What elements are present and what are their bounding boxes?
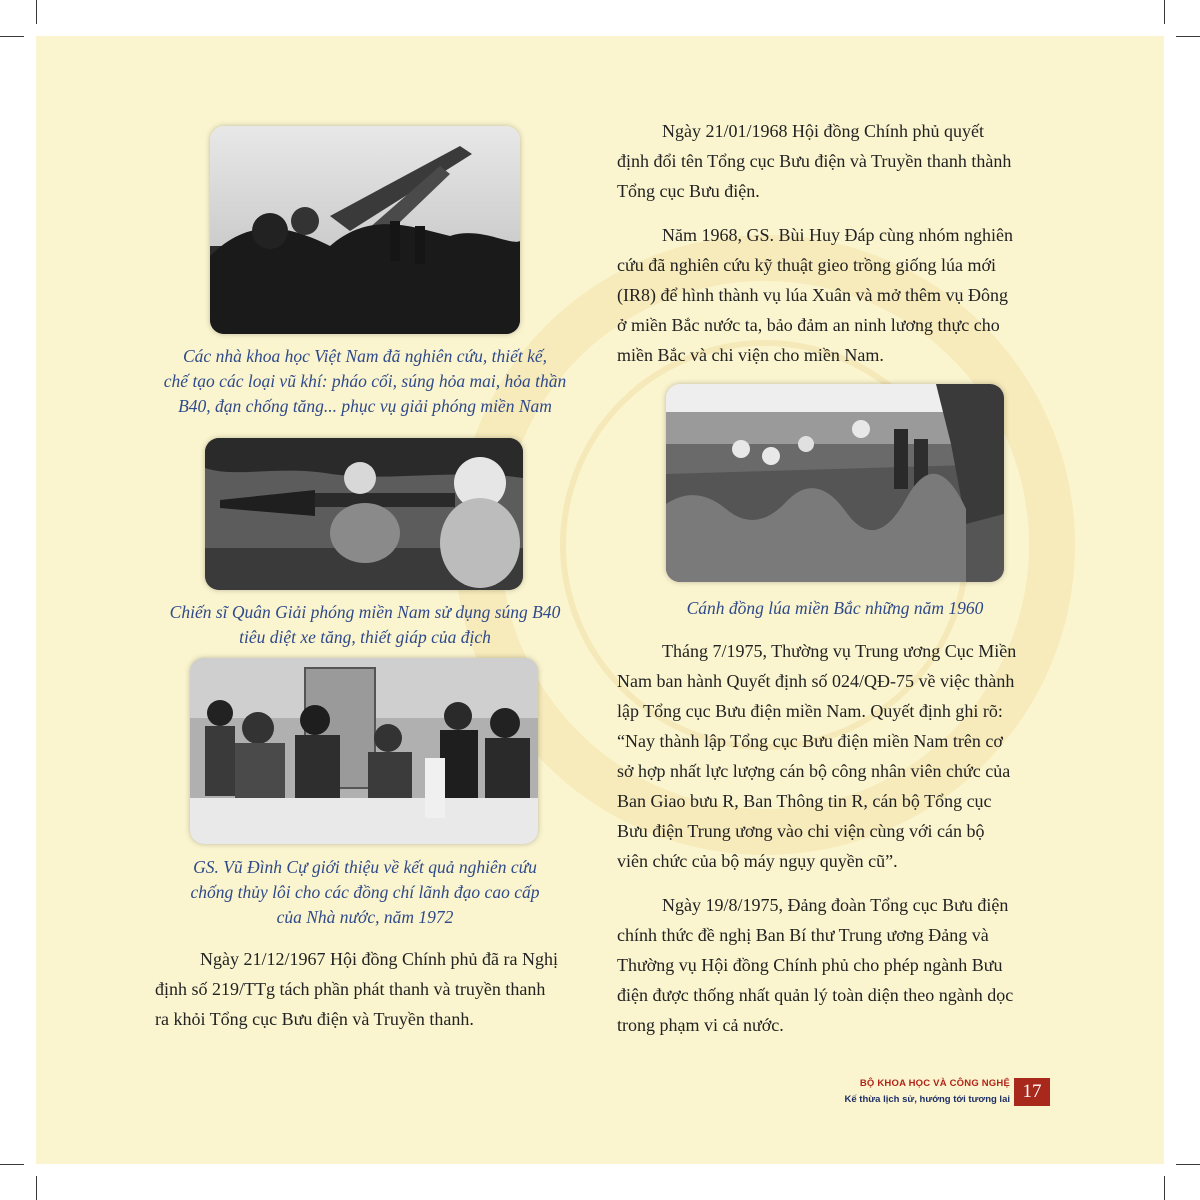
text-line: Bưu điện Trung ương vào chi viện cùng với cán bộ [617, 821, 985, 841]
crop-mark [0, 1164, 24, 1165]
footer-slogan: Kế thừa lịch sử, hướng tới tương lai [844, 1094, 1010, 1105]
caption-line: của Nhà nước, năm 1972 [276, 907, 454, 927]
text-line: sở hợp nhất lực lượng cán bộ công nhân viên chức của [617, 761, 1011, 781]
text-line: Thường vụ Hội đồng Chính phủ cho phép ngành Bưu [617, 955, 1003, 975]
caption-line: Chiến sĩ Quân Giải phóng miền Nam sử dụng súng B40 [169, 602, 561, 622]
caption-line: B40, đạn chống tăng... phục vụ giải phóng miền Nam [178, 396, 552, 416]
caption-line: chống thủy lôi cho các đồng chí lãnh đạo cao cấp [190, 882, 540, 902]
text-line: điện được thống nhất quản lý toàn diện theo ngành dọc [617, 985, 1014, 1005]
photo-weapons [210, 126, 520, 334]
text-line: Ngày 21/01/1968 Hội đồng Chính phủ quyết [662, 121, 984, 141]
text-line: (IR8) để hình thành vụ lúa Xuân và mở thêm vụ Đông [617, 285, 1008, 305]
text-line: định số 219/TTg tách phần phát thanh và truyền thanh [155, 979, 546, 999]
caption-line: chế tạo các loại vũ khí: pháo cối, súng hỏa mai, hỏa thần [163, 371, 567, 391]
text-line: Ngày 19/8/1975, Đảng đoàn Tổng cục Bưu điện [662, 895, 1009, 915]
text-line: trong phạm vi cả nước. [617, 1015, 784, 1035]
page-number: 17 [1014, 1078, 1050, 1106]
text-line: định đổi tên Tổng cục Bưu điện và Truyền thanh thành [617, 151, 1012, 171]
paragraph-1968-rename [617, 116, 1057, 206]
text-line: ở miền Bắc nước ta, bảo đảm an ninh lương thực cho [617, 315, 1000, 335]
caption-b40 [130, 600, 600, 650]
photo-rice-field [666, 384, 1004, 582]
text-line: Năm 1968, GS. Bùi Huy Đáp cùng nhóm nghiên [662, 225, 1013, 245]
paragraph-1975-decision [617, 636, 1057, 876]
text-line: viên chức của bộ máy ngụy quyền cũ”. [617, 851, 898, 871]
caption-line: Các nhà khoa học Việt Nam đã nghiên cứu, thiết kế, [183, 346, 547, 366]
text-line: Nam ban hành Quyết định số 024/QĐ-75 về việc thành [617, 671, 1015, 691]
text-line: Tháng 7/1975, Thường vụ Trung ương Cục Miền [662, 641, 1017, 661]
text-line: Tổng cục Bưu điện. [617, 181, 760, 201]
text-line: lập Tổng cục Bưu điện miền Nam. Quyết định ghi rõ: [617, 701, 1003, 721]
text-line: Ngày 21/12/1967 Hội đồng Chính phủ đã ra Nghị [200, 949, 558, 969]
crop-mark [0, 36, 24, 37]
caption-line: tiêu diệt xe tăng, thiết giáp của địch [239, 627, 491, 647]
paragraph-1975-unification [617, 890, 1057, 1040]
text-line: cứu đã nghiên cứu kỹ thuật gieo trồng giống lúa mới [617, 255, 996, 275]
photo-b40-soldiers [205, 438, 523, 590]
text-line: miền Bắc và chi viện cho miền Nam. [617, 345, 884, 365]
paragraph-1968-rice [617, 220, 1057, 370]
crop-mark [1164, 1176, 1165, 1200]
caption-research [140, 855, 590, 930]
caption-line: GS. Vũ Đình Cự giới thiệu về kết quả nghiên cứu [193, 857, 537, 877]
caption-rice [640, 596, 1030, 621]
crop-mark [1164, 0, 1165, 24]
crop-mark [1176, 1164, 1200, 1165]
caption-line: Cánh đồng lúa miền Bắc những năm 1960 [686, 598, 984, 618]
paragraph-1967 [155, 944, 585, 1034]
text-line: chính thức đề nghị Ban Bí thư Trung ương Đảng và [617, 925, 989, 945]
crop-mark [36, 1176, 37, 1200]
caption-weapons [150, 344, 580, 419]
footer-ministry: BỘ KHOA HỌC VÀ CÔNG NGHỆ [859, 1078, 1010, 1089]
text-line: “Nay thành lập Tổng cục Bưu điện miền Nam trên cơ [617, 731, 1003, 751]
text-line: ra khỏi Tổng cục Bưu điện và Truyền thanh. [155, 1009, 474, 1029]
photo-research-presentation [190, 658, 538, 844]
crop-mark [36, 0, 37, 24]
crop-mark [1176, 36, 1200, 37]
text-line: Ban Giao bưu R, Ban Thông tin R, cán bộ Tổng cục [617, 791, 992, 811]
